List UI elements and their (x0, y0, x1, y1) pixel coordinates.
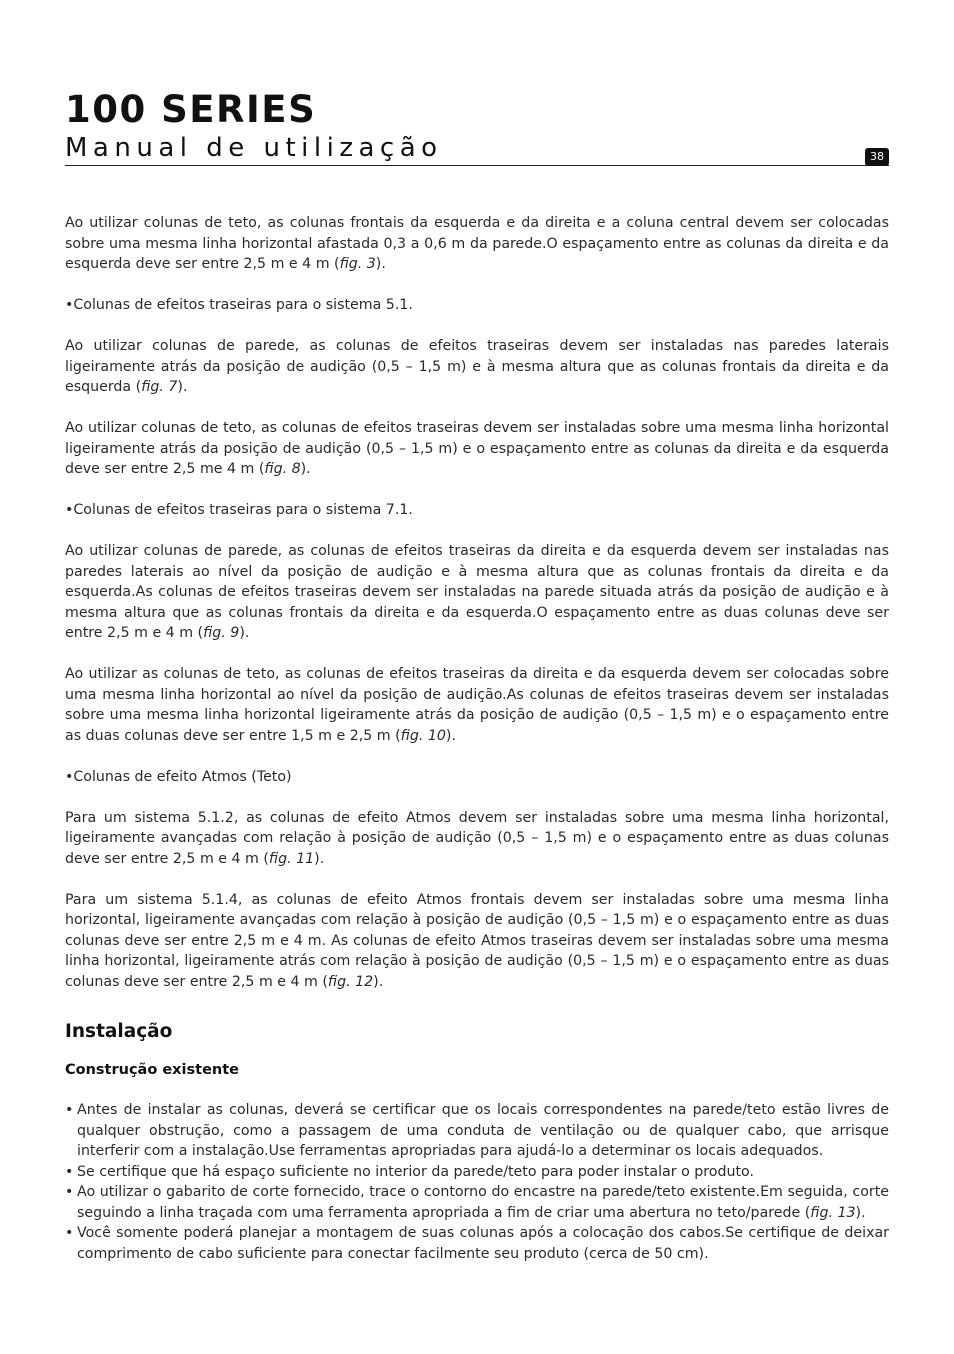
list-item: • Antes de instalar as colunas, deverá se certificar que os locais correspondentes na parede/teto estão livres de qualquer obstrução, como a passagem de uma conduta de ventilação ou de qualquer cabo, que arrisque interferir com a instalação.Use ferramentas apropriadas para ajudá-lo a determinar os locais adequados. (65, 1100, 889, 1162)
paragraph-ceiling-front: Ao utilizar colunas de teto, as colunas frontais da esquerda e da direita e a coluna central devem ser colocadas sobre uma mesma linha horizontal afastada 0,3 a 0,6 m da parede.O espaçamento entre as colunas da direita e da esquerda deve ser entre 2,5 m e 4 m (fig. 3). (65, 215, 889, 272)
list-item: • Se certifique que há espaço suficiente no interior da parede/teto para poder instalar o produto. (65, 1162, 889, 1183)
paragraph-wall-rear-71: Ao utilizar colunas de parede, as colunas de efeitos traseiras da direita e da esquerda devem ser instaladas nas paredes laterais ao nível da posição de audição e à mesma altura que as colunas frontais da direita e da esquerda.As colunas de efeitos traseiras devem ser instaladas na parede situada atrás da posição de audição e à mesma altura que as colunas frontais da direita e da esquerda.O espaçamento entre as duas colunas deve ser entre 2,5 m e 4 m (fig. 9). (65, 543, 889, 641)
figure-reference: fig. 10 (400, 727, 446, 744)
figure-reference: fig. 12 (327, 973, 374, 990)
figure-reference: fig. 7 (141, 379, 178, 395)
page-number-badge: 38 (865, 148, 889, 166)
figure-reference: fig. 9 (203, 625, 240, 641)
installation-list (65, 1100, 889, 1264)
paragraph-atmos-512: Para um sistema 5.1.2, as colunas de efeito Atmos devem ser instaladas sobre uma mesma linha horizontal, ligeiramente avançadas com relação à posição de audição (0,5 – 1,5 m) e o espaçamento entre as duas colunas deve ser entre 2,5 m e 4 m (fig. 11). (65, 809, 889, 867)
paragraph-atmos-514: Para um sistema 5.1.4, as colunas de efeito Atmos frontais devem ser instaladas sobre uma mesma linha horizontal, ligeiramente avançadas com relação à posição de audição (0,5 – 1,5 m) e o espaçamento entre as duas colunas deve ser entre 2,5 m e 4 m. As colunas de efeito Atmos traseiras devem ser instaladas sobre uma mesma linha horizontal, ligeiramente atrás com relação à posição de audição (0,5 – 1,5 m) e o espaçamento entre as duas colunas deve ser entre 2,5 m e 4 m (fig. 12). (65, 891, 889, 990)
document-subtitle: Manual de utilização (65, 133, 443, 163)
bullet-rear-51: • Colunas de efeitos traseiras para o sistema 5.1. (65, 295, 889, 316)
header-rule (65, 165, 889, 166)
page-header (65, 88, 889, 164)
document-title: 100 SERIES (65, 88, 317, 131)
bullet-rear-71: • Colunas de efeitos traseiras para o sistema 7.1. (65, 500, 889, 521)
subsection-heading-existing-construction: Construção existente (65, 1062, 239, 1078)
paragraph-wall-rear-51: Ao utilizar colunas de parede, as colunas de efeitos traseiras devem ser instaladas nas paredes laterais ligeiramente atrás da posição de audição (0,5 – 1,5 m) e à mesma altura que as colunas frontais da direita e da esquerda (fig. 7). (65, 338, 889, 395)
section-heading-installation: Instalação (65, 1021, 173, 1042)
figure-reference: fig. 3 (339, 256, 376, 272)
paragraph-ceiling-rear-51: Ao utilizar colunas de teto, as colunas de efeitos traseiras devem ser instaladas sobre uma mesma linha horizontal ligeiramente atrás da posição de audição (0,5 – 1,5 m) e o espaçamento entre as colunas da direita e da esquerda deve ser entre 2,5 me 4 m (fig. 8). (65, 420, 889, 477)
main-content (65, 213, 889, 1264)
paragraph-ceiling-rear-71: Ao utilizar as colunas de teto, as colunas de efeitos traseiras da direita e da esquerda devem ser colocadas sobre uma mesma linha horizontal ao nível da posição de audição.As colunas de efeitos traseiras devem ser instaladas sobre uma mesma linha horizontal ligeiramente atrás da posição de audição (0,5 – 1,5 m) e o espaçamento entre as duas colunas deve ser entre 1,5 m e 2,5 m (fig. 10). (65, 666, 889, 744)
figure-reference: fig. 11 (268, 850, 315, 867)
list-item: • Você somente poderá planejar a montagem de suas colunas após a colocação dos cabos.Se certifique de deixar comprimento de cabo suficiente para conectar facilmente seu produto (cerca de 50 cm). (65, 1223, 889, 1264)
bullet-atmos: • Colunas de efeito Atmos (Teto) (65, 767, 889, 788)
figure-reference: fig. 8 (264, 461, 301, 477)
figure-reference: fig. 13 (810, 1204, 856, 1221)
list-item: • Ao utilizar o gabarito de corte fornecido, trace o contorno do encastre na parede/teto existente.Em seguida, corte seguindo a linha traçada com uma ferramenta apropriada a fim de criar uma abertura no teto/parede (fig. 13). (65, 1182, 889, 1223)
